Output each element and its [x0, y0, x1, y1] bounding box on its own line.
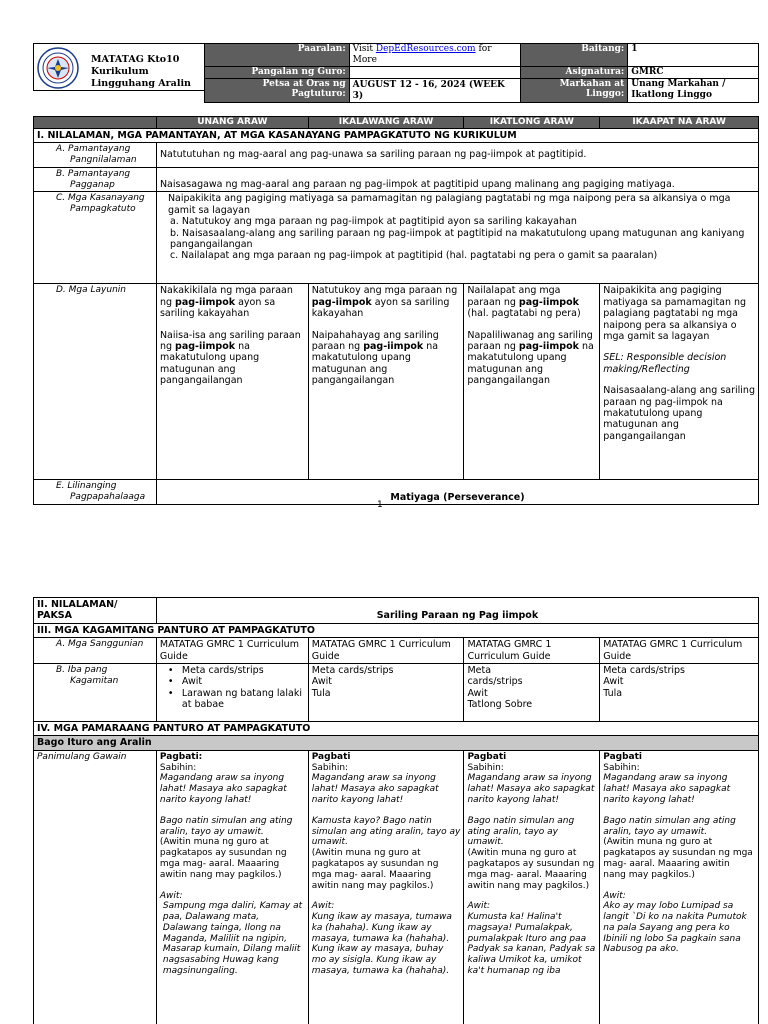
section-4-title: IV. MGA PAMARAANG PANTURO AT PAMPAGKATUTO	[34, 721, 759, 735]
objective-text	[312, 330, 461, 387]
brand-line: MATATAG Kto10	[91, 54, 180, 65]
list-item: • Larawan ng batang lalaki at babae	[160, 688, 305, 711]
activity-heading: Pagbati	[311, 751, 351, 762]
label-mga-sanggunian: A. Mga Sanggunian	[34, 638, 157, 664]
objectives-day2	[308, 284, 464, 480]
label-line: B. Iba pang	[56, 664, 108, 675]
text-bold: pag-iimpok	[311, 296, 372, 308]
date-label: Petsa at Oras ng Pagtuturo:	[205, 78, 350, 102]
page-number: 1	[377, 500, 383, 510]
text: Naiisa-isa ang sariling paraan ng	[159, 329, 301, 352]
school-post: for More	[352, 44, 492, 65]
list-item: cards/strips	[467, 676, 523, 688]
intro-activity-day1	[156, 750, 308, 1024]
song-lyrics: Kung ikaw ay masaya, tumawa ka (hahaha). Kung ikaw ay masaya, tumawa ka (hahaha). Kung ikaw ay masaya, buhay mo ay sisigla. Kung ikaw ay masaya, tumawa ka (hahaha).	[311, 912, 452, 977]
list-item: Meta cards/strips	[311, 664, 394, 676]
objective-text	[467, 285, 596, 319]
activity-instruction: (Awitin muna ng guro at pagkatapos ay susundan ng mga mag- aaral. Maaaring awitin nang may pagkilos.)	[311, 848, 439, 891]
label-line: A. Pamantayang	[56, 144, 131, 155]
day-header-3: IKATLONG ARAW	[464, 117, 600, 129]
label-kasanayang-pampagkatuto	[34, 192, 157, 284]
song-lyrics: Sampung mga daliri, Kamay at paa, Dalawang mata, Dalawang tainga, Ilong na Maganda, Maliliit na ngipin, Masarap kumain, Dilang maliit nagsasabing Huwag kang magsinungaling.	[162, 901, 303, 977]
song-label: Awit:	[603, 890, 626, 901]
day-header-4: IKAAPAT NA ARAW	[600, 117, 759, 129]
text-bold: pag-iimpok	[175, 296, 236, 308]
label-line: Pagpapahalaaga	[70, 492, 146, 503]
day-header-row	[34, 117, 759, 129]
intro-activity-day2	[308, 750, 464, 1024]
objective-text	[160, 285, 305, 319]
text: Nakakikilala ng mga paraan ng	[159, 285, 293, 308]
objective-text	[312, 285, 461, 319]
materials-day4	[600, 663, 759, 721]
objective-text	[467, 330, 596, 387]
objectives-day3	[464, 284, 600, 480]
activity-intro: Bago natin simulan ang ating aralin, tayo ay umawit.	[603, 815, 736, 837]
activity-greeting: Magandang araw sa inyong lahat! Masaya ako sapagkat narito kayong lahat!	[467, 773, 595, 805]
activity-intro: Kamusta kayo? Bago natin simulan ang ating aralin, tayo ay umawit.	[311, 815, 461, 848]
list-item: Meta	[467, 664, 492, 676]
text: na makatutulong upang matugunan ang pangangailangan	[311, 340, 439, 387]
list-item: • Meta cards/strips	[160, 665, 305, 676]
header-info-table	[204, 43, 759, 103]
list-item: • Awit	[160, 676, 305, 687]
competency-item-a: a. Natutukoy ang mga paraan ng pag-iimpok at pagtitipid ayon sa sariling kakayahan	[169, 216, 577, 228]
text: na makatutulong upang matugunan ang pangangailangan	[159, 340, 260, 387]
list-item: Awit	[311, 676, 332, 688]
grade-value: 1	[628, 44, 759, 67]
activity-say: Sabihin:	[159, 762, 197, 773]
section-2-title: II. NILALAMAN/ PAKSA	[34, 598, 157, 624]
text-bold: pag-iimpok	[518, 296, 579, 308]
activity-instruction: (Awitin muna ng guro at pagkatapos ay susundan ng mga mag- aaral. Maaaring awitin nang may pagkilos.)	[467, 848, 595, 891]
materials-day1	[156, 663, 308, 721]
school-pre: Visit	[352, 44, 376, 54]
competency-intro: Naipakikita ang pagiging matiyaga sa pamamagitan ng palagiang pagtatabi ng mga naipong pera sa alkansiya o mga gamit sa lagayan	[167, 193, 731, 216]
activity-intro: Bago natin simulan ang ating aralin, tayo ay umawit.	[467, 815, 575, 848]
text-bold: pag-iimpok	[363, 340, 424, 352]
list-item: Awit	[467, 687, 488, 699]
school-link[interactable]: DepEdResources.com	[375, 44, 476, 54]
activity-heading: Pagbati:	[159, 751, 203, 762]
objectives-day4	[600, 284, 759, 480]
value-to-develop: Matiyaga (Perseverance)	[156, 480, 758, 505]
materials-day2	[308, 663, 464, 721]
text: (hal. pagtatabi ng pera)	[467, 308, 581, 320]
text: ayon sa sariling kakayahan	[311, 296, 450, 320]
subsection-bago-ituro: Bago Ituro ang Aralin	[34, 736, 759, 750]
quarter-value-1: Unang Markahan /	[628, 78, 759, 90]
brand-title	[91, 54, 191, 90]
teacher-label: Pangalan ng Guro:	[205, 66, 350, 78]
activity-say: Sabihin:	[603, 762, 640, 773]
date-value: AUGUST 12 - 16, 2024 (WEEK 3)	[349, 78, 521, 102]
text-bold: pag-iimpok	[175, 340, 236, 352]
text: Nailalapat ang mga paraan ng	[467, 285, 561, 308]
label-mga-layunin: D. Mga Layunin	[34, 284, 157, 480]
text: Natutukoy ang mga paraan ng	[311, 285, 458, 297]
label-pamantayang-pangnilalaman	[34, 143, 157, 168]
activity-instruction: (Awitin muna ng guro at pagkatapos ay susundan ng mga mag- aaral. Maaaring awitin nang may pagkilos.)	[603, 837, 753, 880]
text: na makatutulong upang matugunan ang pangangailangan	[467, 340, 594, 387]
grade-label: Baitang:	[521, 44, 628, 67]
document-header	[33, 43, 759, 101]
label-line: Pampagkatuto	[70, 204, 136, 215]
intro-activity-day3	[464, 750, 600, 1024]
activity-say: Sabihin:	[311, 762, 349, 773]
text-bold: pag-iimpok	[518, 340, 579, 352]
references-day1: MATATAG GMRC 1 Curriculum Guide	[156, 638, 308, 664]
label-line: E. Lilinanging	[56, 481, 117, 492]
activity-greeting: Magandang araw sa inyong lahat! Masaya ako sapagkat narito kayong lahat!	[311, 773, 439, 805]
objective-text	[160, 330, 305, 387]
references-day4: MATATAG GMRC 1 Curriculum Guide	[600, 638, 759, 664]
logo-cell	[33, 43, 205, 91]
objectives-day1	[156, 284, 308, 480]
references-day3: MATATAG GMRC 1 Curriculum Guide	[464, 638, 600, 664]
label-line: B. Pamantayang	[56, 168, 131, 179]
section-1-title: I. NILALAMAN, MGA PAMANTAYAN, AT MGA KASANAYANG PAMPAGKATUTO NG KURIKULUM	[34, 128, 759, 142]
song-lyrics: Kumusta ka! Halina't magsaya! Pumalakpak, pumalakpak Ituro ang paa Padyak sa kanan, Padyak sa kaliwa Umikot ka, umikot ka't humanap ng iba	[467, 912, 596, 977]
label-line: Pangnilalaman	[70, 154, 137, 165]
content-standard: Natututuhan ng mag-aaral ang pag-unawa sa sariling paraan ng pag-iimpok at pagtitipid.	[156, 143, 758, 168]
lesson-topic: Sariling Paraan ng Pag iimpok	[156, 598, 758, 624]
activity-heading: Pagbati	[467, 751, 507, 762]
objective-text: Naisasaalang-alang ang sariling paraan ng pag-iimpok na makatutulong upang matugunan ang pangangailangan	[603, 385, 755, 442]
sel-note: SEL: Responsible decision making/Reflecting	[603, 352, 727, 375]
lesson-plan-table-part1	[33, 116, 759, 505]
list-item: Tula	[311, 687, 331, 699]
learning-competencies	[156, 192, 758, 284]
song-label: Awit:	[467, 901, 491, 912]
deped-seal-icon	[37, 47, 79, 89]
school-value	[349, 44, 521, 67]
activity-intro: Bago natin simulan ang ating aralin, tayo ay umawit.	[159, 815, 293, 837]
teacher-value	[349, 66, 521, 78]
subject-label: Asignatura:	[521, 66, 628, 78]
competency-item-c: c. Nailalapat ang mga paraan ng pag-iimpok at pagtitipid (hal. pagtatabi ng pera o gamit sa paaralan)	[169, 250, 658, 262]
list-item: Tatlong Sobre	[467, 699, 533, 711]
intro-activity-day4	[600, 750, 759, 1024]
song-lyrics: Ako ay may lobo Lumipad sa langit `Di ko na nakita Pumutok na pala Sayang ang pera ko Ibinili ng lobo Sa pagkain sana Nabusog pa ako.	[603, 901, 747, 955]
activity-instruction: (Awitin muna ng guro at pagkatapos ay susundan ng mga mag- aaral. Maaaring awitin nang may pagkilos.)	[159, 837, 287, 880]
label-panimulang-gawain: Panimulang Gawain	[34, 750, 157, 1024]
references-day2: MATATAG GMRC 1 Curriculum Guide	[308, 638, 464, 664]
list-item: Tula	[603, 687, 623, 699]
materials-day3	[464, 663, 600, 721]
activity-say: Sabihin:	[467, 762, 504, 773]
school-label: Paaralan:	[205, 44, 350, 67]
list-item: Awit	[603, 676, 624, 688]
competency-item-b: b. Naisasaalang-alang ang sariling paraan ng pag-iimpok at pagtitipid na makatutulong upang matugunan ang kaniyang pangangailangan	[169, 227, 745, 250]
objective-text: Naipakikita ang pagiging matiyaga sa pamamagitan ng palagiang pagtatabi ng mga naipong pera sa alkansiya o mga gamit sa lagayan	[603, 285, 747, 342]
label-line: C. Mga Kasanayang	[56, 193, 145, 204]
activity-greeting: Magandang araw sa inyong lahat! Masaya ako sapagkat narito kayong lahat!	[159, 773, 287, 805]
song-label: Awit:	[311, 901, 335, 912]
activity-heading: Pagbati	[603, 751, 643, 762]
lesson-plan-table-part2	[33, 597, 759, 1024]
subject-value: GMRC	[628, 66, 759, 78]
label-iba-pang-kagamitan	[34, 663, 157, 721]
label-lilinanging-pagpapahalaga	[34, 480, 157, 505]
day-header-1: UNANG ARAW	[156, 117, 308, 129]
text: Napaliliwanag ang sariling paraan ng	[467, 329, 593, 352]
brand-line: Lingguhang Aralin	[91, 77, 191, 89]
activity-greeting: Magandang araw sa inyong lahat! Masaya ako sapagkat narito kayong lahat!	[603, 773, 731, 805]
label-line: Kagamitan	[70, 675, 119, 686]
list-item: Meta cards/strips	[603, 664, 686, 676]
song-label: Awit:	[159, 890, 183, 901]
section-3-title: III. MGA KAGAMITANG PANTURO AT PAMPAGKATUTO	[34, 623, 759, 637]
label-pamantayang-pagganap	[34, 167, 157, 192]
quarter-value-2: Ikatlong Linggo	[628, 90, 759, 102]
text: Naipahahayag ang sariling paraan ng	[311, 329, 439, 352]
day-header-blank	[34, 117, 157, 129]
text: ayon sa sariling kakayahan	[159, 296, 276, 320]
quarter-label: Markahan at Linggo:	[521, 78, 628, 102]
brand-line: Kurikulum	[91, 65, 149, 77]
day-header-2: IKALAWANG ARAW	[308, 117, 464, 129]
label-line: Pagganap	[70, 179, 115, 190]
performance-standard: Naisasagawa ng mag-aaral ang paraan ng pag-iimpok at pagtitipid upang malinang ang pagiging matiyaga.	[156, 167, 758, 192]
